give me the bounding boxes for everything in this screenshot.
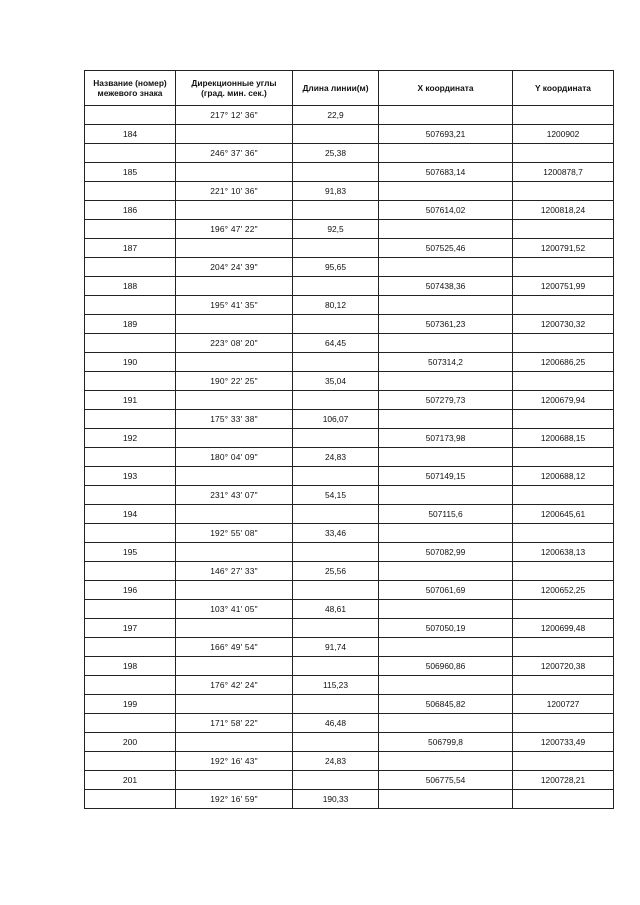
empty-cell <box>513 258 614 277</box>
empty-cell <box>176 353 293 372</box>
empty-cell <box>293 163 379 182</box>
empty-cell <box>85 220 176 239</box>
boundary-mark-number: 184 <box>85 125 176 144</box>
empty-cell <box>85 524 176 543</box>
empty-cell <box>176 771 293 790</box>
empty-cell <box>293 581 379 600</box>
direction-angle: 180° 04' 09" <box>176 448 293 467</box>
empty-cell <box>293 695 379 714</box>
empty-cell <box>293 429 379 448</box>
y-coordinate: 1200652,25 <box>513 581 614 600</box>
point-row <box>85 277 614 296</box>
segment-row <box>85 486 614 505</box>
empty-cell <box>513 486 614 505</box>
y-coordinate: 1200791,52 <box>513 239 614 258</box>
segment-row <box>85 448 614 467</box>
point-row <box>85 239 614 258</box>
empty-cell <box>379 486 513 505</box>
point-row <box>85 467 614 486</box>
boundary-mark-number: 201 <box>85 771 176 790</box>
empty-cell <box>379 106 513 125</box>
empty-cell <box>293 239 379 258</box>
empty-cell <box>85 714 176 733</box>
empty-cell <box>85 486 176 505</box>
line-length: 48,61 <box>293 600 379 619</box>
empty-cell <box>85 334 176 353</box>
empty-cell <box>176 391 293 410</box>
empty-cell <box>513 410 614 429</box>
segment-row <box>85 106 614 125</box>
header-angle-line2: (град. мин. сек.) <box>201 88 267 98</box>
x-coordinate: 507614,02 <box>379 201 513 220</box>
direction-angle: 246° 37' 36" <box>176 144 293 163</box>
empty-cell <box>293 467 379 486</box>
empty-cell <box>379 182 513 201</box>
empty-cell <box>293 277 379 296</box>
empty-cell <box>293 505 379 524</box>
point-row <box>85 733 614 752</box>
y-coordinate: 1200638,13 <box>513 543 614 562</box>
empty-cell <box>293 733 379 752</box>
empty-cell <box>513 714 614 733</box>
empty-cell <box>379 638 513 657</box>
boundary-mark-number: 187 <box>85 239 176 258</box>
x-coordinate: 507525,46 <box>379 239 513 258</box>
empty-cell <box>293 125 379 144</box>
point-row <box>85 695 614 714</box>
empty-cell <box>176 125 293 144</box>
boundary-mark-number: 190 <box>85 353 176 372</box>
segment-row <box>85 372 614 391</box>
y-coordinate: 1200679,94 <box>513 391 614 410</box>
empty-cell <box>85 638 176 657</box>
direction-angle: 195° 41' 35" <box>176 296 293 315</box>
empty-cell <box>379 258 513 277</box>
segment-row <box>85 524 614 543</box>
point-row <box>85 201 614 220</box>
point-row <box>85 505 614 524</box>
direction-angle: 192° 16' 59" <box>176 790 293 809</box>
boundary-mark-number: 185 <box>85 163 176 182</box>
boundary-mark-number: 186 <box>85 201 176 220</box>
point-row <box>85 771 614 790</box>
x-coordinate: 507683,14 <box>379 163 513 182</box>
empty-cell <box>176 163 293 182</box>
direction-angle: 223° 08' 20" <box>176 334 293 353</box>
point-row <box>85 125 614 144</box>
boundary-coordinates-table <box>84 70 614 809</box>
line-length: 35,04 <box>293 372 379 391</box>
boundary-mark-number: 189 <box>85 315 176 334</box>
empty-cell <box>176 239 293 258</box>
boundary-mark-number: 188 <box>85 277 176 296</box>
line-length: 25,38 <box>293 144 379 163</box>
line-length: 190,33 <box>293 790 379 809</box>
line-length: 54,15 <box>293 486 379 505</box>
boundary-mark-number: 195 <box>85 543 176 562</box>
empty-cell <box>379 144 513 163</box>
x-coordinate: 507115,6 <box>379 505 513 524</box>
empty-cell <box>293 771 379 790</box>
empty-cell <box>293 315 379 334</box>
empty-cell <box>293 619 379 638</box>
line-length: 115,23 <box>293 676 379 695</box>
line-length: 91,83 <box>293 182 379 201</box>
empty-cell <box>85 258 176 277</box>
empty-cell <box>176 695 293 714</box>
empty-cell <box>85 372 176 391</box>
empty-cell <box>513 562 614 581</box>
empty-cell <box>176 657 293 676</box>
header-mark-name-line1: Название (номер) <box>93 78 167 88</box>
boundary-mark-number: 194 <box>85 505 176 524</box>
empty-cell <box>513 600 614 619</box>
empty-cell <box>513 524 614 543</box>
direction-angle: 166° 49' 54" <box>176 638 293 657</box>
empty-cell <box>513 752 614 771</box>
y-coordinate: 1200720,38 <box>513 657 614 676</box>
direction-angle: 192° 55' 08" <box>176 524 293 543</box>
y-coordinate: 1200645,61 <box>513 505 614 524</box>
y-coordinate: 1200728,21 <box>513 771 614 790</box>
empty-cell <box>379 372 513 391</box>
segment-row <box>85 296 614 315</box>
empty-cell <box>379 562 513 581</box>
x-coordinate: 507314,2 <box>379 353 513 372</box>
line-length: 46,48 <box>293 714 379 733</box>
line-length: 91,74 <box>293 638 379 657</box>
x-coordinate: 507279,73 <box>379 391 513 410</box>
empty-cell <box>513 220 614 239</box>
x-coordinate: 507050,19 <box>379 619 513 638</box>
x-coordinate: 506799,8 <box>379 733 513 752</box>
direction-angle: 171° 58' 22" <box>176 714 293 733</box>
line-length: 22,9 <box>293 106 379 125</box>
boundary-mark-number: 193 <box>85 467 176 486</box>
line-length: 33,46 <box>293 524 379 543</box>
empty-cell <box>85 676 176 695</box>
empty-cell <box>379 790 513 809</box>
segment-row <box>85 638 614 657</box>
point-row <box>85 581 614 600</box>
segment-row <box>85 220 614 239</box>
empty-cell <box>379 220 513 239</box>
empty-cell <box>85 562 176 581</box>
header-mark-name <box>85 71 176 106</box>
direction-angle: 103° 41' 05" <box>176 600 293 619</box>
line-length: 95,65 <box>293 258 379 277</box>
empty-cell <box>85 448 176 467</box>
line-length: 80,12 <box>293 296 379 315</box>
y-coordinate: 1200686,25 <box>513 353 614 372</box>
empty-cell <box>293 657 379 676</box>
empty-cell <box>85 144 176 163</box>
y-coordinate: 1200730,32 <box>513 315 614 334</box>
empty-cell <box>513 296 614 315</box>
empty-cell <box>176 467 293 486</box>
header-x: X координата <box>379 71 513 106</box>
x-coordinate: 507173,98 <box>379 429 513 448</box>
point-row <box>85 315 614 334</box>
point-row <box>85 619 614 638</box>
empty-cell <box>293 543 379 562</box>
empty-cell <box>293 201 379 220</box>
header-angle <box>176 71 293 106</box>
segment-row <box>85 600 614 619</box>
empty-cell <box>379 600 513 619</box>
empty-cell <box>176 505 293 524</box>
table-header-row <box>85 71 614 106</box>
empty-cell <box>85 182 176 201</box>
segment-row <box>85 144 614 163</box>
segment-row <box>85 562 614 581</box>
direction-angle: 196° 47' 22" <box>176 220 293 239</box>
x-coordinate: 507149,15 <box>379 467 513 486</box>
segment-row <box>85 714 614 733</box>
segment-row <box>85 334 614 353</box>
header-y: Y координата <box>513 71 614 106</box>
boundary-mark-number: 196 <box>85 581 176 600</box>
boundary-mark-number: 192 <box>85 429 176 448</box>
y-coordinate: 1200818,24 <box>513 201 614 220</box>
empty-cell <box>379 334 513 353</box>
point-row <box>85 657 614 676</box>
point-row <box>85 353 614 372</box>
y-coordinate: 1200727 <box>513 695 614 714</box>
empty-cell <box>176 733 293 752</box>
segment-row <box>85 182 614 201</box>
x-coordinate: 507082,99 <box>379 543 513 562</box>
line-length: 24,83 <box>293 752 379 771</box>
x-coordinate: 507361,23 <box>379 315 513 334</box>
empty-cell <box>176 619 293 638</box>
empty-cell <box>379 296 513 315</box>
direction-angle: 204° 24' 39" <box>176 258 293 277</box>
segment-row <box>85 676 614 695</box>
empty-cell <box>513 106 614 125</box>
empty-cell <box>85 410 176 429</box>
empty-cell <box>513 676 614 695</box>
y-coordinate: 1200699,48 <box>513 619 614 638</box>
x-coordinate: 506845,82 <box>379 695 513 714</box>
empty-cell <box>85 752 176 771</box>
boundary-mark-number: 197 <box>85 619 176 638</box>
line-length: 106,07 <box>293 410 379 429</box>
empty-cell <box>379 524 513 543</box>
line-length: 92,5 <box>293 220 379 239</box>
header-mark-name-line2: межевого знака <box>97 88 163 98</box>
direction-angle: 146° 27' 33" <box>176 562 293 581</box>
empty-cell <box>176 543 293 562</box>
line-length: 24,83 <box>293 448 379 467</box>
empty-cell <box>176 429 293 448</box>
direction-angle: 190° 22' 25" <box>176 372 293 391</box>
y-coordinate: 1200878,7 <box>513 163 614 182</box>
empty-cell <box>513 638 614 657</box>
x-coordinate: 506960,86 <box>379 657 513 676</box>
header-angle-line1: Дирекционные углы <box>191 78 277 88</box>
boundary-mark-number: 199 <box>85 695 176 714</box>
direction-angle: 192° 16' 43" <box>176 752 293 771</box>
empty-cell <box>513 790 614 809</box>
empty-cell <box>513 448 614 467</box>
direction-angle: 176° 42' 24" <box>176 676 293 695</box>
empty-cell <box>176 277 293 296</box>
table-body <box>85 106 614 809</box>
point-row <box>85 429 614 448</box>
y-coordinate: 1200688,12 <box>513 467 614 486</box>
boundary-mark-number: 191 <box>85 391 176 410</box>
direction-angle: 217° 12' 36" <box>176 106 293 125</box>
x-coordinate: 506775,54 <box>379 771 513 790</box>
x-coordinate: 507693,21 <box>379 125 513 144</box>
segment-row <box>85 258 614 277</box>
point-row <box>85 543 614 562</box>
direction-angle: 175° 33' 38" <box>176 410 293 429</box>
empty-cell <box>379 448 513 467</box>
header-length: Длина линии(м) <box>293 71 379 106</box>
empty-cell <box>176 201 293 220</box>
empty-cell <box>379 410 513 429</box>
empty-cell <box>513 334 614 353</box>
y-coordinate: 1200902 <box>513 125 614 144</box>
y-coordinate: 1200688,15 <box>513 429 614 448</box>
line-length: 25,56 <box>293 562 379 581</box>
empty-cell <box>85 296 176 315</box>
line-length: 64,45 <box>293 334 379 353</box>
y-coordinate: 1200751,99 <box>513 277 614 296</box>
empty-cell <box>379 676 513 695</box>
y-coordinate: 1200733,49 <box>513 733 614 752</box>
empty-cell <box>379 752 513 771</box>
point-row <box>85 163 614 182</box>
empty-cell <box>85 790 176 809</box>
empty-cell <box>293 353 379 372</box>
empty-cell <box>379 714 513 733</box>
boundary-mark-number: 198 <box>85 657 176 676</box>
segment-row <box>85 752 614 771</box>
empty-cell <box>176 581 293 600</box>
empty-cell <box>513 144 614 163</box>
segment-row <box>85 790 614 809</box>
x-coordinate: 507438,36 <box>379 277 513 296</box>
empty-cell <box>85 600 176 619</box>
direction-angle: 231° 43' 07" <box>176 486 293 505</box>
boundary-mark-number: 200 <box>85 733 176 752</box>
x-coordinate: 507061,69 <box>379 581 513 600</box>
empty-cell <box>513 372 614 391</box>
direction-angle: 221° 10' 36" <box>176 182 293 201</box>
empty-cell <box>85 106 176 125</box>
empty-cell <box>513 182 614 201</box>
empty-cell <box>176 315 293 334</box>
empty-cell <box>293 391 379 410</box>
segment-row <box>85 410 614 429</box>
point-row <box>85 391 614 410</box>
